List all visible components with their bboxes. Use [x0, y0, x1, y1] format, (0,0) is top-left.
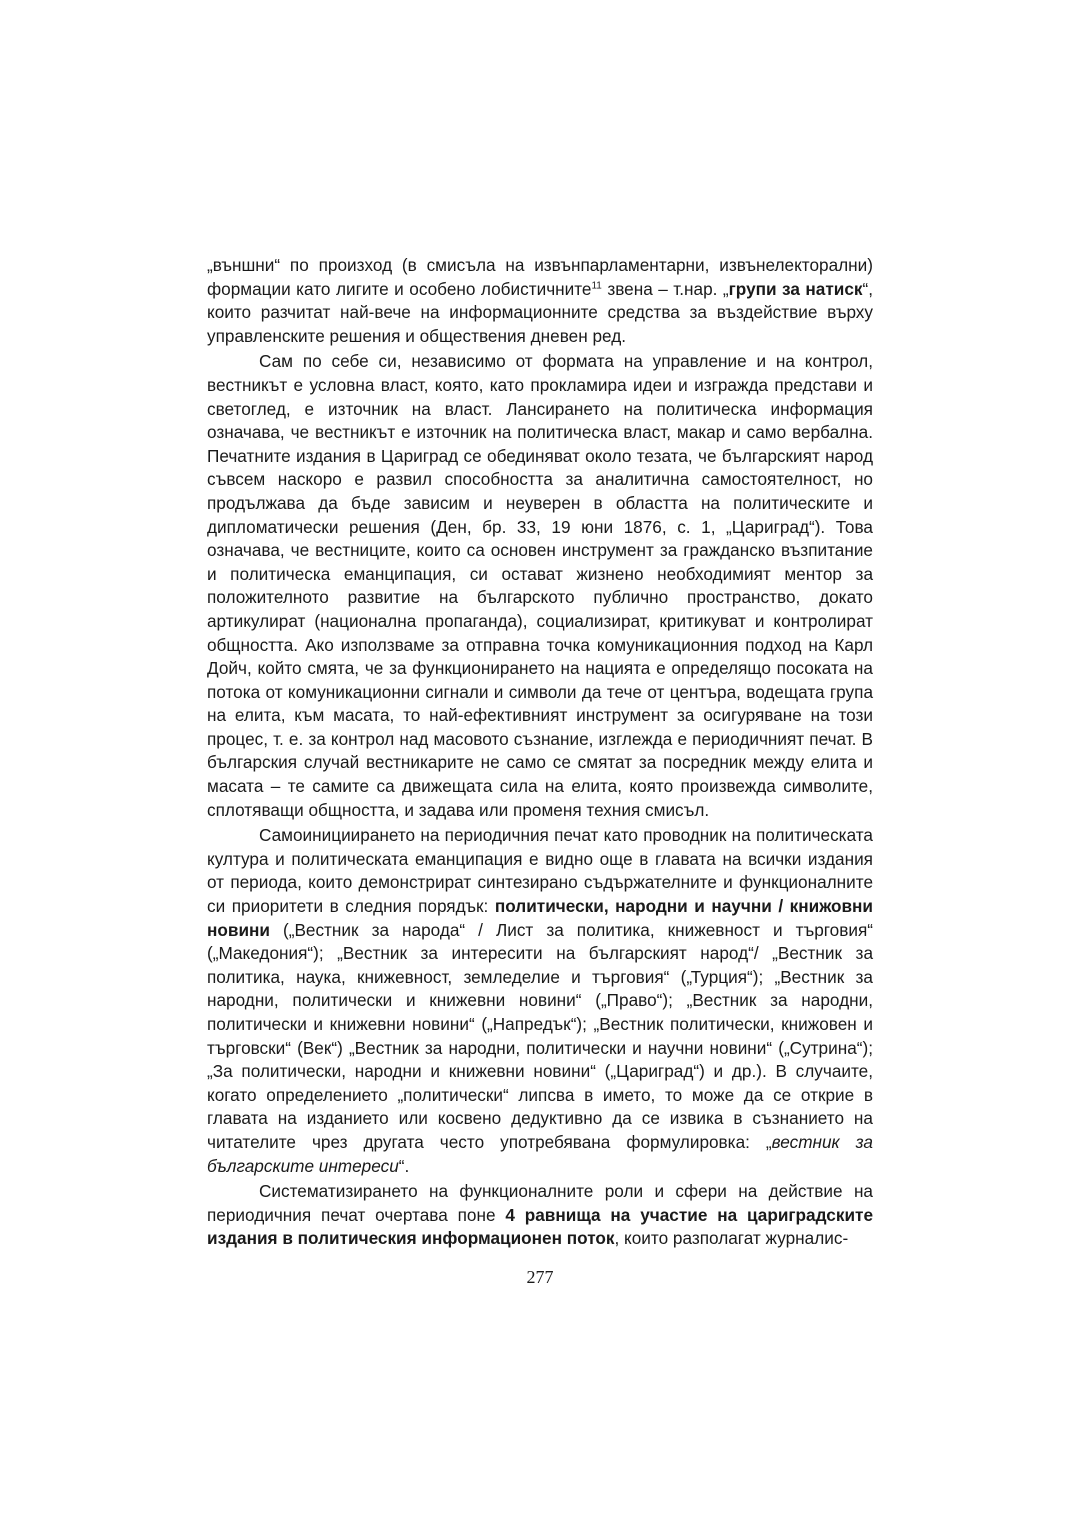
text-run: Сам по себе си, независимо от формата на управление и на контрол, вестникът е условна власт, която, като прокламира идеи и изгражда представи и светоглед, е източник на власт. Лансирането на политическа информация означава, че вестникът е източник на политическа власт, макар и само вербална. Печатните издания в Цариград се обединяват около тезата, че българският народ съвсем наскоро е развил способността за аналитична самостоятелност, но продължава да бъде зависим и неуверен в областта на политическите и дипломатически решения (Ден, бр. 33, 19 юни 1876, с. 1, „Цариград“). Това означава, че вестниците, които са основен инструмент за гражданско възпитание и политическа еманципация, си остават жизнено необходимият ментор за положителното развитие на българското публично пространство, докато артикулират (национална пропаганда), социализират, критикуват и контролират общността. Ако използваме за отправна точка комуникационния подход на Карл Дойч, който смята, че за функционирането на нацията е определящо посоката на потока от комуникационни сигнали и символи да тече от центъра, водещата група на елита, към масата, то най-ефективният инструмент за осигуряване на този процес, т. е. за контрол над масовото съзнание, изглежда е периодичният печат. В българския случай вестникарите не само се смятат за посредник между елита и масата – те самите са движещата сила на елита, която произвежда символите, сплотяващи общността, и задава или променя техния смисъл.: [207, 351, 873, 820]
italic-phrase: вестник за българските интереси: [207, 1131, 873, 1176]
paragraph-4: [207, 1180, 873, 1251]
text-run: “.: [398, 1155, 410, 1176]
text-run: Самоинициирането на периодичния печат като проводник на политическата култура и политическата еманципация е видно още в главата на всички издания от периода, които демонстрират синтезирано съдържателните и функционалните си приоритети в следния порядък:: [207, 825, 873, 917]
bold-phrase: политически, народни и научни / книжовни новини: [207, 896, 873, 940]
text-run: („Вестник за народа“ / Лист за политика, книжевност и търговия“ („Македония“); „Вестник за интересити на българският народ“/ „Вестник за политика, наука, книжевност, земледелие и търговия“ („Турция“); „Вестник за народни, политически и книжевни новини“ („Право“); „Вестник за народни, политически и книжевни новини“ („Напредък“); „Вестник политически, книжовен и търговски“ (Век“) „Вестник за народни, политически и научни новини“ („Сутрина“); „За политически, народни и книжевни новини“ („Цариград“) и др.). В случаите, когато определението „политически“ липсва в името, то може да се открие в главата на изданието или косвено дедуктивно да се извика в съзнанието на читателите чрез другата често употребявана формулировка: „: [207, 919, 873, 1152]
text-run: “, които разчитат най-вече на информационните средства за въздействие върху управленските решения и обществения дневен ред.: [207, 278, 874, 346]
text-run: Систематизирането на функционалните роли и сфери на действие на периодичния печат очертава поне: [207, 1181, 873, 1225]
paragraph-1: [207, 254, 873, 348]
footnote-ref: 11: [591, 279, 602, 291]
bold-phrase: 4 равнища на участие на цариградските издания в политическия информационен поток: [207, 1204, 874, 1249]
text-run: , които разполагат журналис-: [614, 1228, 849, 1249]
text-run: звена – т.нар. „: [601, 278, 729, 299]
body-text: [207, 254, 873, 1251]
bold-phrase: групи за натиск: [728, 278, 863, 299]
text-run: „външни“ по произход (в смисъла на извънпарламентарни, извънелекторални) формации като лигите и особено лобистичните: [207, 255, 873, 299]
paragraph-3: [207, 824, 873, 1178]
paragraph-2: [207, 350, 873, 822]
page-number: 277: [526, 1267, 554, 1287]
